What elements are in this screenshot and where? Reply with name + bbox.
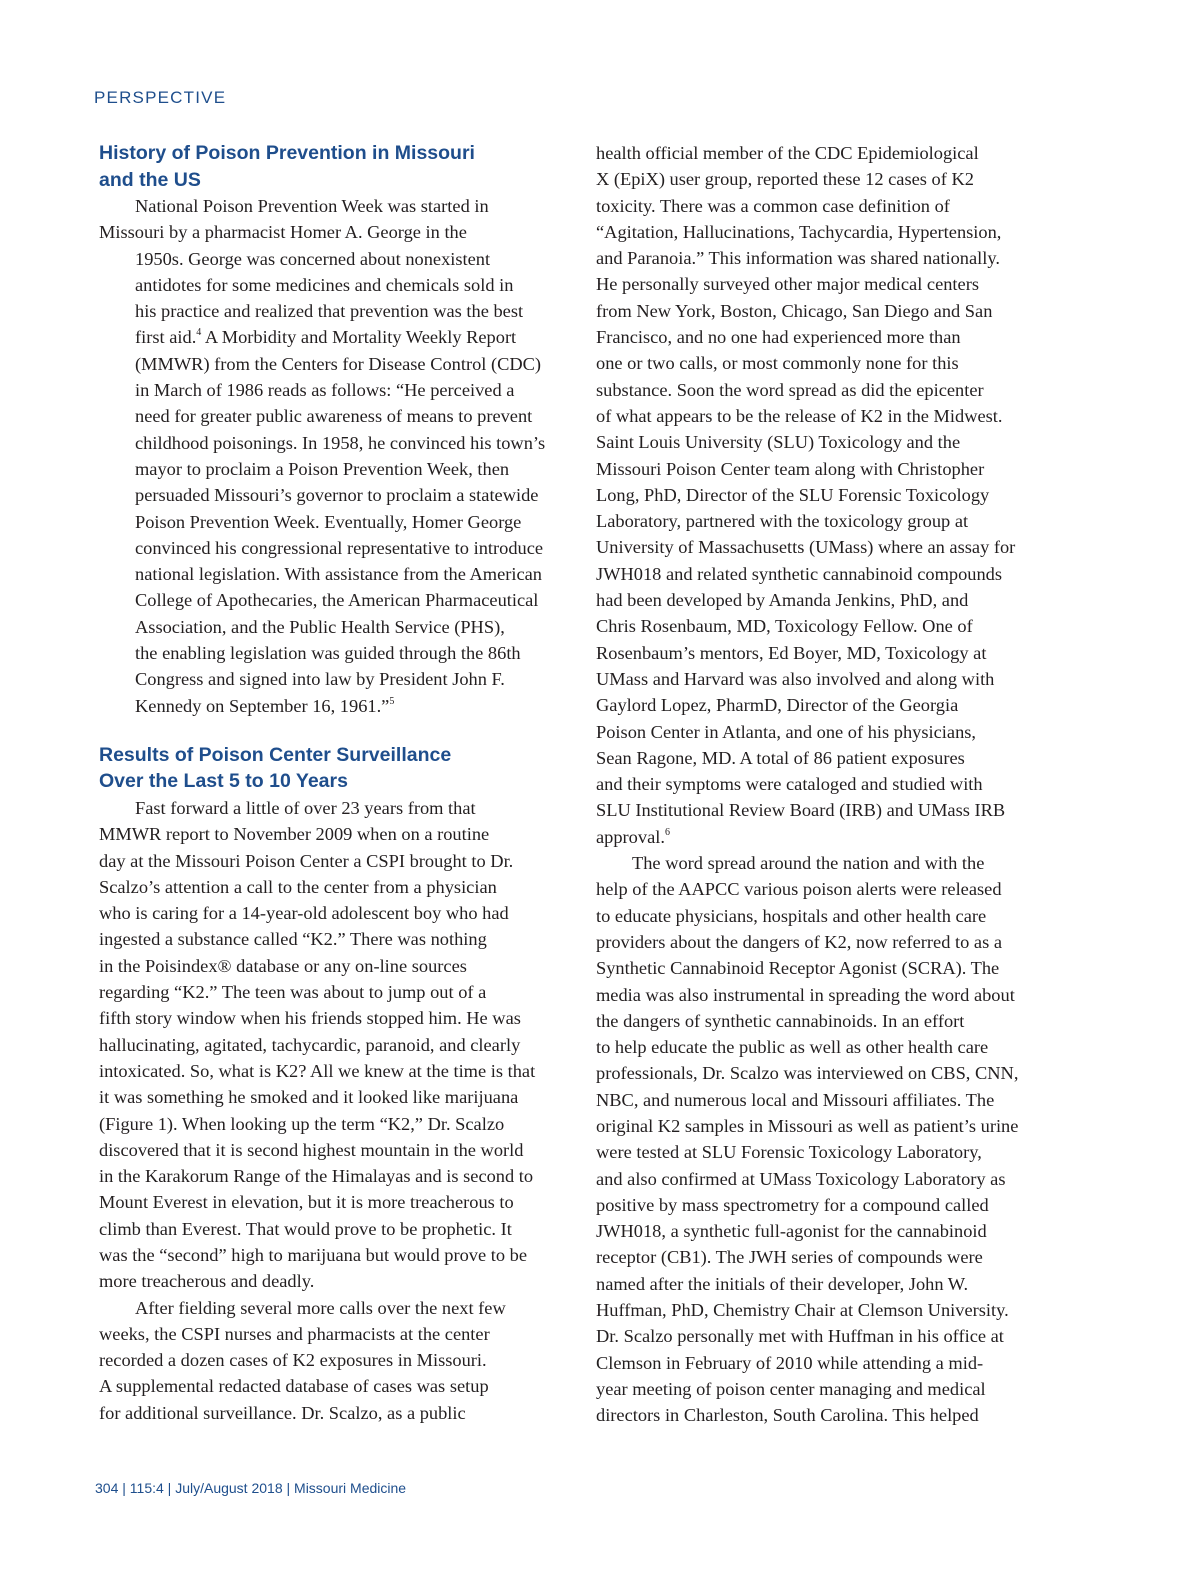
text-line: professionals, Dr. Scalzo was interviewed on CBS, CNN, xyxy=(596,1063,1019,1084)
text-fragment: Kennedy on September 16, 1961.” xyxy=(135,695,390,716)
left-column xyxy=(99,140,575,1426)
text-line: fifth story window when his friends stopped him. He was xyxy=(99,1008,521,1029)
text-line: need for greater public awareness of means to prevent xyxy=(135,406,533,427)
text-line: and their symptoms were cataloged and studied with xyxy=(596,774,983,795)
text-line: childhood poisonings. In 1958, he convinced his town’s xyxy=(135,432,546,453)
text-line: After fielding several more calls over the next few xyxy=(135,1297,506,1318)
text-line: health official member of the CDC Epidemiological xyxy=(596,143,979,163)
text-line: A supplemental redacted database of cases was setup xyxy=(99,1376,489,1397)
text-line: SLU Institutional Review Board (IRB) and UMass IRB xyxy=(596,800,1006,821)
text-line: The word spread around the nation and with the xyxy=(632,853,985,874)
text-line: Dr. Scalzo personally met with Huffman in his office at xyxy=(596,1326,1004,1347)
text-line: to help educate the public as well as other health care xyxy=(596,1037,989,1058)
text-line: had been developed by Amanda Jenkins, PhD, and xyxy=(596,590,969,611)
text-fragment: approval. xyxy=(596,826,665,847)
text-line: JWH018 and related synthetic cannabinoid compounds xyxy=(596,563,1003,584)
page-footer xyxy=(95,1480,406,1496)
text-line: and also confirmed at UMass Toxicology Laboratory as xyxy=(596,1168,1006,1189)
text-line: receptor (CB1). The JWH series of compounds were xyxy=(596,1247,983,1268)
text-line: JWH018, a synthetic full-agonist for the cannabinoid xyxy=(596,1221,987,1242)
text-line: was the “second” high to marijuana but would prove to be xyxy=(99,1244,527,1265)
footer-separator: | xyxy=(163,1480,176,1496)
text-line: were tested at SLU Forensic Toxicology Laboratory, xyxy=(596,1142,982,1163)
issue-date: July/August 2018 xyxy=(175,1480,283,1496)
text-line: his practice and realized that prevention was the best xyxy=(135,301,524,322)
text-line: recorded a dozen cases of K2 exposures in Missouri. xyxy=(99,1350,487,1371)
text-fragment: A Morbidity and Mortality Weekly Report xyxy=(201,327,517,348)
heading-line: Results of Poison Center Surveillance xyxy=(99,743,452,766)
text-line xyxy=(99,324,575,350)
text-line: the dangers of synthetic cannabinoids. In an effort xyxy=(596,1010,965,1031)
text-line: Francisco, and no one had experienced more than xyxy=(596,327,961,348)
text-line: in the Karakorum Range of the Himalayas and is second to xyxy=(99,1166,534,1187)
text-line: in March of 1986 reads as follows: “He perceived a xyxy=(135,380,515,401)
text-line: national legislation. With assistance from the American xyxy=(135,564,542,585)
text-line: Chris Rosenbaum, MD, Toxicology Fellow. One of xyxy=(596,616,973,637)
text-line: NBC, and numerous local and Missouri affiliates. The xyxy=(596,1089,995,1110)
text-line: National Poison Prevention Week was started in xyxy=(135,196,489,216)
heading-line: History of Poison Prevention in Missouri xyxy=(99,142,475,164)
text-line: substance. Soon the word spread as did the epicenter xyxy=(596,379,984,400)
text-line: climb than Everest. That would prove to be prophetic. It xyxy=(99,1218,512,1239)
text-line: University of Massachusetts (UMass) where an assay for xyxy=(596,537,1016,558)
right-column xyxy=(596,140,1072,1429)
paragraph-results xyxy=(99,795,575,1295)
text-line: antidotes for some medicines and chemicals sold in xyxy=(135,274,514,295)
text-line xyxy=(596,824,1072,850)
reference-5: 5 xyxy=(389,695,395,707)
text-line: Association, and the Public Health Service (PHS), xyxy=(135,616,505,637)
text-line: more treacherous and deadly. xyxy=(99,1271,315,1292)
text-line: in the Poisindex® database or any on-line sources xyxy=(99,955,467,976)
text-line: weeks, the CSPI nurses and pharmacists at the center xyxy=(99,1323,490,1344)
text-line: media was also instrumental in spreading the word about xyxy=(596,984,1015,1005)
text-line: Fast forward a little of over 23 years from that xyxy=(135,797,476,818)
text-line: Saint Louis University (SLU) Toxicology and the xyxy=(596,432,961,453)
text-line: one or two calls, or most commonly none for this xyxy=(596,353,959,374)
paragraph-fielding xyxy=(99,1295,575,1426)
text-line xyxy=(99,693,575,719)
text-line: (MMWR) from the Centers for Disease Control (CDC) xyxy=(135,353,542,374)
text-line: it was something he smoked and it looked like marijuana xyxy=(99,1087,519,1108)
text-line: Huffman, PhD, Chemistry Chair at Clemson University. xyxy=(596,1300,1009,1321)
text-line: Rosenbaum’s mentors, Ed Boyer, MD, Toxicology at xyxy=(596,642,987,663)
text-fragment: first aid. xyxy=(135,327,197,348)
text-line: Congress and signed into law by President John F. xyxy=(135,669,505,690)
text-line: Scalzo’s attention a call to the center from a physician xyxy=(99,876,497,897)
text-line: day at the Missouri Poison Center a CSPI brought to Dr. xyxy=(99,850,514,871)
text-line: from New York, Boston, Chicago, San Diego and San xyxy=(596,300,993,321)
text-line: directors in Charleston, South Carolina. This helped xyxy=(596,1405,979,1426)
text-line: 1950s. George was concerned about nonexistent xyxy=(135,248,491,269)
issue-number: 115:4 xyxy=(129,1480,164,1496)
text-line: regarding “K2.” The teen was about to jump out of a xyxy=(99,982,487,1003)
text-line: Synthetic Cannabinoid Receptor Agonist (SCRA). The xyxy=(596,958,1000,979)
text-line: X (EpiX) user group, reported these 12 cases of K2 xyxy=(596,169,974,190)
footer-separator: | xyxy=(118,1480,130,1496)
text-line: Long, PhD, Director of the SLU Forensic Toxicology xyxy=(596,484,990,505)
text-line: convinced his congressional representative to introduce xyxy=(135,537,544,558)
page-number: 304 xyxy=(95,1480,119,1496)
text-line: toxicity. There was a common case definition of xyxy=(596,195,950,216)
section-label: PERSPECTIVE xyxy=(94,88,227,107)
text-line: ingested a substance called “K2.” There was nothing xyxy=(99,929,487,950)
heading-results xyxy=(99,742,575,795)
text-line: named after the initials of their developer, John W. xyxy=(596,1273,969,1294)
reference-4: 4 xyxy=(196,327,202,339)
journal-name: Missouri Medicine xyxy=(294,1480,407,1496)
text-line: year meeting of poison center managing and medical xyxy=(596,1378,986,1399)
text-line: “Agitation, Hallucinations, Tachycardia, Hypertension, xyxy=(596,221,1002,242)
text-line: College of Apothecaries, the American Pharmaceutical xyxy=(135,590,539,611)
text-line: Laboratory, partnered with the toxicology group at xyxy=(596,511,969,532)
text-line: for additional surveillance. Dr. Scalzo, as a public xyxy=(99,1402,466,1423)
text-line: positive by mass spectrometry for a compound called xyxy=(596,1194,989,1215)
text-line: Missouri by a pharmacist Homer A. George in the xyxy=(99,222,467,243)
text-line: who is caring for a 14-year-old adolescent boy who had xyxy=(99,903,509,924)
paragraph-epix xyxy=(596,140,1072,850)
text-line: providers about the dangers of K2, now referred to as a xyxy=(596,931,1002,952)
text-line: original K2 samples in Missouri as well as patient’s urine xyxy=(596,1115,1019,1136)
paragraph-history xyxy=(99,193,575,719)
text-line: Gaylord Lopez, PharmD, Director of the Georgia xyxy=(596,695,959,716)
text-line: Missouri Poison Center team along with Christopher xyxy=(596,458,985,479)
footer-separator: | xyxy=(282,1480,295,1496)
text-line: Mount Everest in elevation, but it is more treacherous to xyxy=(99,1192,514,1213)
text-line: mayor to proclaim a Poison Prevention Week, then xyxy=(135,458,510,479)
text-line: Poison Prevention Week. Eventually, Homer George xyxy=(135,511,522,532)
text-line: Clemson in February of 2010 while attending a mid- xyxy=(596,1352,984,1373)
heading-line: and the US xyxy=(99,168,201,191)
text-line: to educate physicians, hospitals and other health care xyxy=(596,905,987,926)
text-line: Poison Center in Atlanta, and one of his physicians, xyxy=(596,721,977,742)
text-line: hallucinating, agitated, tachycardic, paranoid, and clearly xyxy=(99,1034,521,1055)
text-line: and Paranoia.” This information was shared nationally. xyxy=(596,248,1000,269)
text-line: He personally surveyed other major medical centers xyxy=(596,274,979,295)
text-line: intoxicated. So, what is K2? All we knew at the time is that xyxy=(99,1060,536,1081)
heading-history xyxy=(99,140,575,193)
heading-line: Over the Last 5 to 10 Years xyxy=(99,770,348,793)
reference-6: 6 xyxy=(664,826,670,838)
text-line: persuaded Missouri’s governor to proclaim a statewide xyxy=(135,485,539,506)
text-line: discovered that it is second highest mountain in the world xyxy=(99,1139,524,1160)
text-line: of what appears to be the release of K2 in the Midwest. xyxy=(596,405,1003,426)
text-line: help of the AAPCC various poison alerts were released xyxy=(596,879,1002,900)
text-line: MMWR report to November 2009 when on a routine xyxy=(99,824,490,845)
text-line: the enabling legislation was guided through the 86th xyxy=(135,643,521,664)
text-line: Sean Ragone, MD. A total of 86 patient exposures xyxy=(596,747,965,768)
text-line: UMass and Harvard was also involved and along with xyxy=(596,668,995,689)
text-line: (Figure 1). When looking up the term “K2,” Dr. Scalzo xyxy=(99,1113,505,1134)
paragraph-word-spread xyxy=(596,850,1072,1429)
